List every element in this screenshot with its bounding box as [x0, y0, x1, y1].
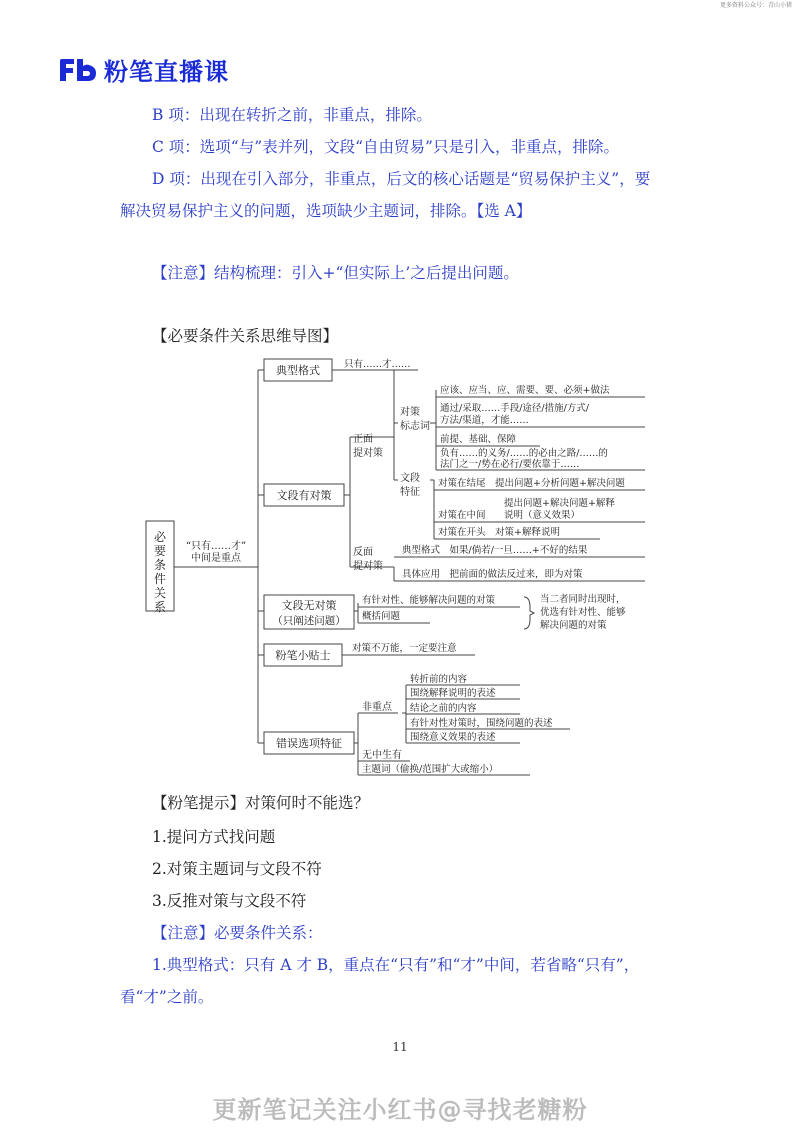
- mm-e3: 结论之前的内容: [410, 703, 477, 714]
- mm-k2b: 方法/渠道，才能……: [440, 415, 529, 426]
- mm-f2a: 对策在中间: [438, 510, 486, 521]
- mm-e6: 无中生有: [362, 750, 402, 761]
- fb-logo-icon: [58, 57, 98, 83]
- mm-f3: 对策在开头 对策+解释说明: [438, 527, 560, 538]
- mm-e1: 转折前的内容: [410, 674, 468, 685]
- mm-root-note-1: “只有……才”: [185, 541, 247, 552]
- mm-root-6: 系: [153, 600, 167, 614]
- mm-r1: 典型格式 如果/倘若/一旦……+不好的结果: [402, 545, 588, 556]
- mm-branch-wrong-options: 错误选项特征: [276, 737, 342, 750]
- mm-keyword-2: 标志词: [400, 421, 430, 432]
- note-necessary-title: 【注意】必要条件关系：: [152, 924, 323, 942]
- mm-positive-2: 提对策: [353, 448, 383, 459]
- note-structure: 【注意】结构梳理：引入+“但实际上’之后提出问题。: [152, 264, 519, 282]
- mm-negative-1: 反面: [353, 547, 373, 558]
- mm-e7: 主题词（偷换/范围扩大或缩小）: [362, 764, 499, 775]
- mm-branch-format: 典型格式: [276, 364, 320, 377]
- mm-keyword-1: 对策: [400, 407, 420, 418]
- mm-feature-2: 特征: [400, 487, 420, 498]
- brand-logo: [58, 52, 229, 87]
- mm-not-key: 非重点: [362, 702, 392, 713]
- mm-positive-1: 正面: [353, 434, 373, 445]
- mm-n3b: 优选有针对性、能够: [540, 607, 626, 618]
- note-necessary-line-2: 看“才”之前。: [120, 988, 214, 1006]
- mm-n2: 概括问题: [362, 611, 401, 622]
- mm-feature-1: 文段: [400, 473, 420, 484]
- tip-title: 【粉笔提示】对策何时不能选？: [152, 794, 370, 812]
- mm-k4a: 负有……的义务/……的必由之路/……的: [440, 448, 608, 459]
- page-number: 11: [392, 1040, 408, 1054]
- mm-r2: 具体应用 把前面的做法反过来，即为对策: [402, 569, 583, 580]
- mm-branch-no-solution-1: 文段无对策: [281, 599, 337, 612]
- mm-f2c: 说明（意义效果）: [504, 510, 581, 521]
- mm-root-3: 条: [153, 558, 167, 572]
- tip-item-3: 3.反推对策与文段不符: [152, 892, 307, 910]
- tip-item-1: 1.提问方式找问题: [152, 828, 276, 846]
- mm-root-5: 关: [153, 586, 167, 600]
- header-tiny-text: 更多资料公众号：青山小猪: [719, 2, 792, 9]
- mm-k1: 应该、应当、应、需要、要、必须+做法: [440, 385, 610, 396]
- mm-e2: 围绕解释说明的表述: [410, 688, 496, 699]
- option-b-text: B 项：出现在转折之前，非重点，排除。: [152, 106, 432, 124]
- mm-root-1: 必: [153, 530, 167, 544]
- mm-k3: 前提、基础、保障: [440, 434, 517, 445]
- tip-item-2: 2.对策主题词与文段不符: [152, 860, 322, 878]
- mm-format-leaf: 只有……才……: [344, 359, 411, 370]
- mm-e4: 有针对性对策时，围绕问题的表述: [410, 718, 553, 729]
- mm-branch-tips: 粉笔小贴士: [275, 649, 331, 662]
- mm-e5: 围绕意义效果的表述: [410, 732, 496, 743]
- mm-f1: 对策在结尾 提出问题+分析问题+解决问题: [438, 478, 625, 489]
- mm-f2b: 提出问题+解决问题+解释: [504, 498, 615, 509]
- mm-branch-has-solution: 文段有对策: [276, 489, 332, 502]
- mm-negative-2: 提对策: [353, 561, 383, 572]
- mm-root-note-2: 中间是重点: [191, 553, 241, 564]
- mm-tip-leaf: 对策不万能，一定要注意: [352, 643, 457, 654]
- mm-k4b: 法门之一/势在必行/要依靠于……: [440, 459, 580, 470]
- mm-n3c: 解决问题的对策: [540, 620, 607, 631]
- mm-root-4: 件: [153, 572, 167, 586]
- option-c-text: C 项：选项“与”表并列，文段“自由贸易”只是引入，非重点，排除。: [152, 138, 619, 156]
- option-d-text-1: D 项：出现在引入部分，非重点，后文的核心话题是“贸易保护主义”，要: [152, 170, 651, 188]
- note-necessary-line-1: 1.典型格式：只有 A 才 B，重点在“只有”和“才”中间，若省略“只有”，: [152, 956, 640, 974]
- option-d-text-2: 解决贸易保护主义的问题，选项缺少主题词，排除。【选 A】: [120, 202, 532, 220]
- mm-n1: 有针对性、能够解决问题的对策: [362, 595, 496, 606]
- footer-watermark: 更新笔记关注小红书@寻找老糖粉: [212, 1096, 588, 1124]
- mindmap-diagram: [140, 345, 660, 785]
- mindmap-title: 【必要条件关系思维导图】: [152, 327, 339, 345]
- brand-name: 粉笔直播课: [104, 58, 229, 86]
- mm-k2a: 通过/采取……手段/途径/措施/方式/: [440, 403, 590, 414]
- mm-n3a: 当二者同时出现时，: [540, 594, 626, 605]
- mm-branch-no-solution-2: （只阐述问题）: [272, 615, 346, 627]
- mm-root-2: 要: [153, 544, 167, 558]
